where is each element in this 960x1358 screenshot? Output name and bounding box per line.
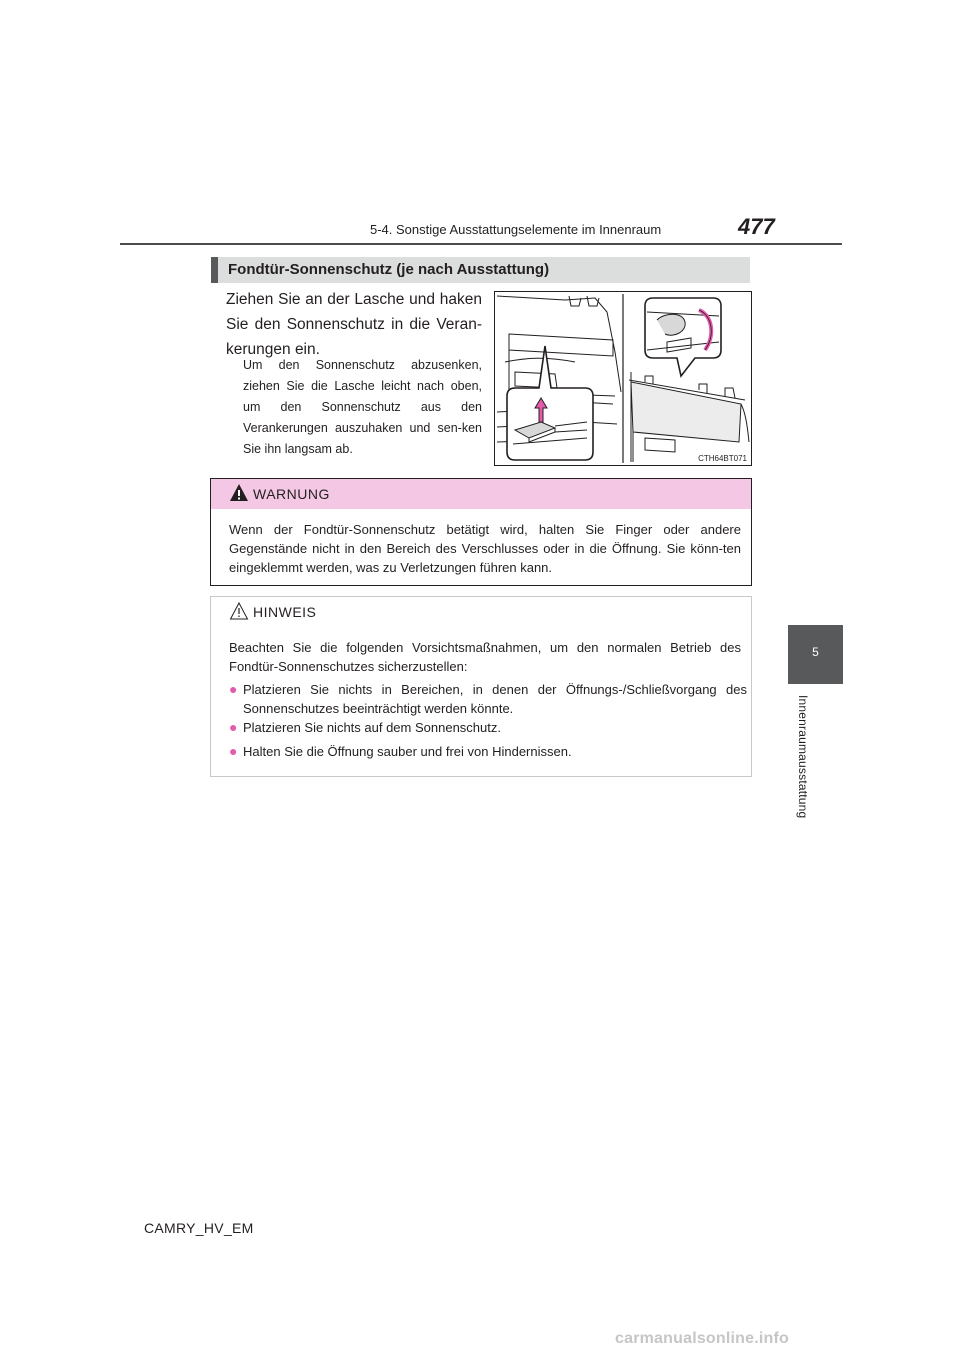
chapter-tab xyxy=(788,625,843,684)
page-number: 477 xyxy=(738,214,775,239)
section-title: Fondtür-Sonnenschutz (je nach Ausstattung) xyxy=(228,261,550,278)
figure-code: CTH64BT071 xyxy=(698,454,747,463)
hint-intro: Beachten Sie die folgenden Vorsichtsmaßnahmen, um den normalen Betrieb des Fondtür-Sonnenschutzes sicherzustellen: xyxy=(229,640,741,674)
hint-item-text: Platzieren Sie nichts auf dem Sonnenschutz. xyxy=(243,720,501,735)
bullet-icon: ● xyxy=(229,719,238,735)
model-code: CAMRY_HV_EM xyxy=(144,1220,254,1236)
chapter-label: Innenraumausstattung xyxy=(796,695,810,819)
instruction-note: Um den Sonnenschutz abzusenken, ziehen Sie die Lasche leicht nach oben, um den Sonnenschutz aus den Verankerungen auszuhaken und sen-ken Sie ihn langsam ab. xyxy=(243,358,482,456)
hint-title: HINWEIS xyxy=(253,604,317,620)
section-title-bar xyxy=(211,257,750,283)
hint-box xyxy=(210,596,752,777)
running-header: 5-4. Sonstige Ausstattungselemente im Innenraum xyxy=(370,222,662,237)
warning-text: Wenn der Fondtür-Sonnenschutz betätigt wird, halten Sie Finger oder andere Gegenstände nicht in den Bereich des Verschlusses oder in die Öffnung. Sie könn-ten eingeklemmt werden, was zu Verletzungen führen kann. xyxy=(229,522,741,575)
bullet-icon: ● xyxy=(229,681,238,697)
bullet-icon: ● xyxy=(229,743,238,759)
warning-header xyxy=(211,479,751,509)
sunshade-illustration xyxy=(494,291,752,466)
watermark-text: carmanualsonline.info xyxy=(615,1330,790,1347)
chapter-number: 5 xyxy=(812,645,819,659)
section-title-marker xyxy=(211,257,218,283)
chapter-label-container xyxy=(780,695,810,830)
instruction-text: Ziehen Sie an der Lasche und haken Sie den Sonnenschutz in die Veran-kerungen ein. xyxy=(226,291,482,358)
warning-triangle-icon xyxy=(229,483,249,503)
caution-outline-icon xyxy=(229,601,249,621)
warning-title: WARNUNG xyxy=(253,486,330,502)
hint-item-text: Platzieren Sie nichts in Bereichen, in denen der Öffnungs-/Schließvorgang des Sonnenschutzes beeinträchtigt werden könnte. xyxy=(243,682,747,716)
sunshade-drawing xyxy=(495,292,751,465)
header-divider xyxy=(120,243,842,245)
warning-box xyxy=(210,478,752,586)
hint-item-text: Halten Sie die Öffnung sauber und frei von Hindernissen. xyxy=(243,744,572,759)
